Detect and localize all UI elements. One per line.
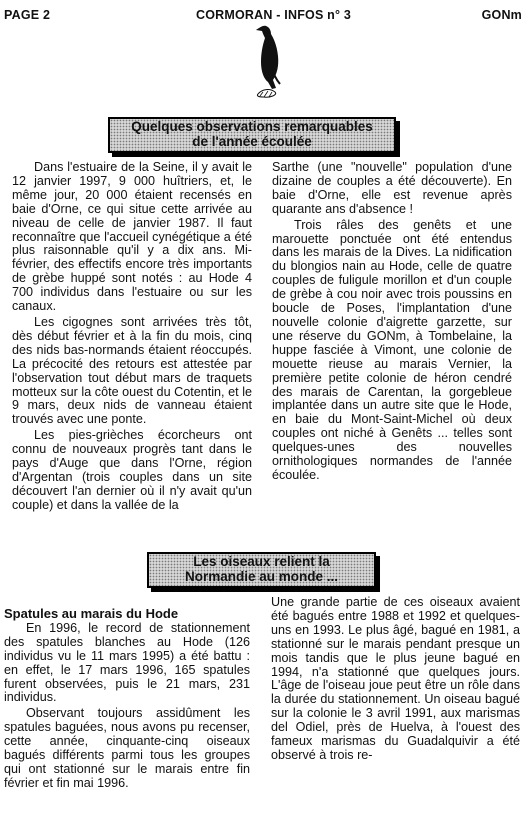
section-title-world — [147, 552, 376, 588]
section-title-observations — [108, 117, 396, 153]
section-title-line: de l'année écoulée — [192, 134, 312, 149]
paragraph: En 1996, le record de stationnement des spatules blanches au Hode (126 individus vu le 11 mars 1995) a été battu : en effet, le 17 mars 1996, 165 spatules furent observées, puis le 21 mars, 231 individus. — [4, 620, 250, 705]
section-title-line: Quelques observations remarquables — [131, 119, 373, 134]
article-column-right — [272, 161, 512, 483]
section-title-line: Les oiseaux relient la — [193, 554, 330, 569]
section-title-line: Normandie au monde ... — [184, 569, 339, 584]
article-column-left — [12, 161, 252, 513]
paragraph: Les pies-grièches écorcheurs ont connu de nouveaux progrès tant dans le pays d'Auge que dans l'Orne, région d'Argentan (trois couples dans un site découvert l'an dernier où il n'y avait qu'un couple) et dans la vallée de la — [12, 428, 252, 512]
paragraph: Dans l'estuaire de la Seine, il y avait le 12 janvier 1997, 9 000 huîtriers, et, le même jour, 20 000 étaient recensés en baie d'Orne, ce qui situe cette arrivée au niveau de celle de janvier 1987. Il faut reconnaître que l'accueil cynégétique a été plus raisonnable qu'il y a dix ans. Mi-février, des effectifs encore très importants de grèbe huppé sont notés : au Hode 4 700 individus dans l'estuaire ou sur les canaux. — [12, 160, 252, 314]
paragraph: Les cigognes sont arrivées très tôt, dès début février et à la fin du mois, cinq des nids bas-normands étaient réoccupés. La précocité des retours est attestée par l'observation tout début mars de traquets motteux sur la côte ouest du Cotentin, et le 9 mars, deux nids de vanneau étaient trouvés avec une ponte. — [12, 314, 252, 427]
paragraph: Sarthe (une "nouvelle" population d'une dizaine de couples a été découverte). En baie d'Orne, elle est revenue après quarante ans d'absence ! — [272, 160, 512, 216]
organization-name: GONm — [481, 8, 522, 22]
article-column-left-2 — [4, 607, 250, 791]
paragraph: Trois râles des genêts et une marouette ponctuée ont été entendus dans les marais de la Dives. La nidification du blongios nain au Hode, celle de quatre couples de fuligule morillon et d'un couple de grèbe à cou noir avec trois poussins en boucle de Poses, l'implantation d'une nouvelle colonie d'aigrette garzette, sur une réserve du GONm, à Tombelaine, la huppe fasciée à Vimont, une colonie de mouette rieuse au marais Vernier, la première petite colonie de héron cendré des marais de Carentan, la gorgebleue implantée dans un autre site que le Hode, en baie du Mont-Saint-Michel où deux couples ont niché à Genêts ... telles sont quelques-unes des nouvelles ornithologiques normandes de l'année écoulée. — [272, 217, 512, 482]
article-column-right-2 — [271, 596, 520, 763]
page-number: PAGE 2 — [4, 8, 51, 22]
paragraph: Une grande partie de ces oiseaux avaient été bagués entre 1988 et 1992 et quelques-uns en 1993. Le plus âgé, bagué en 1981, a stationné sur le marais pendant presque un mois tandis que le plus jeune bagué en 1994, n'a stationné que quelques jours. L'âge de l'oiseau joue peut être un rôle dans la durée du stationnement. Un oiseau bagué sur la colonie le 3 avril 1991, aux marismas del Odiel, près de Huelva, à l'ouest des fameux marismas du Guadalquivir a été observé à trois re- — [271, 595, 520, 762]
cormorant-logo-icon — [244, 22, 294, 100]
paragraph: Observant toujours assidûment les spatules baguées, nous avons pu recenser, cette année, cinquante-cinq oiseaux bagués différents parmi tous les groupes qui ont stationné sur le marais entre fin février et fin mai 1996. — [4, 706, 250, 790]
newsletter-title: CORMORAN - INFOS n° 3 — [196, 8, 352, 22]
subheading: Spatules au marais du Hode — [4, 606, 179, 621]
